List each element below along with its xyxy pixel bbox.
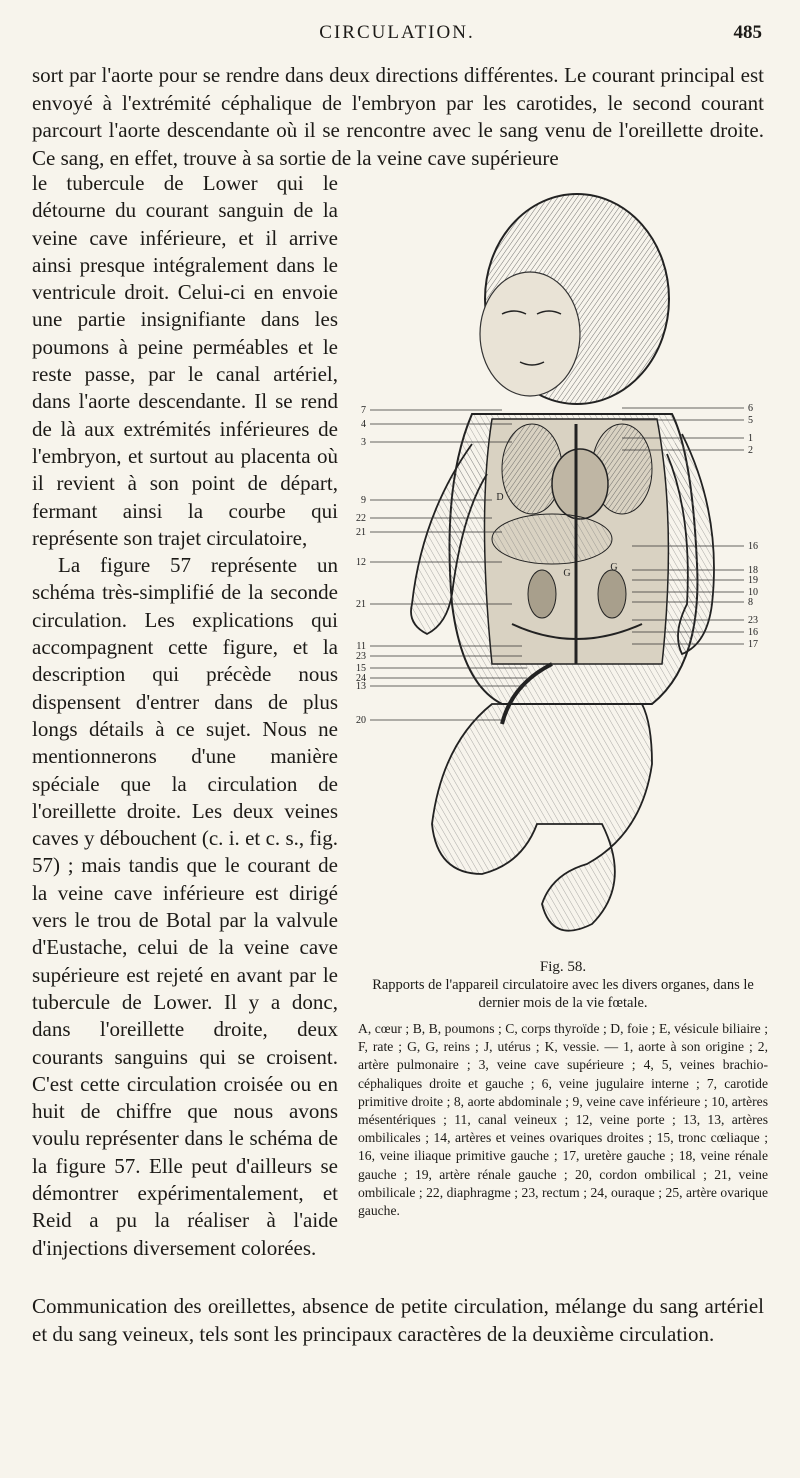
figure-label: 7 [361, 405, 366, 416]
heart [552, 449, 608, 519]
figure-label: 23 [356, 651, 366, 662]
fetus-face [480, 272, 580, 396]
figure-label: 1 [748, 433, 753, 444]
figure-caption [358, 958, 768, 1220]
figure-label: D [496, 492, 504, 503]
legs [432, 704, 652, 931]
figure-description: Rapports de l'appareil circulatoire avec les divers organes, dans le dernier mois de la vie fœtale. [372, 977, 754, 1011]
left-column [32, 170, 338, 1262]
figure-label: G [563, 568, 571, 579]
figure-label: 13 [356, 681, 366, 692]
column-paragraph-2: La figure 57 représente un schéma très-simplifié de la seconde circulation. Les explications qui accompagnent cette figure, et la description qui précède nous dispensent d'entrer dans de plus longs détails à ce sujet. Nous ne mentionnerons d'une manière spéciale que la circulation de l'oreillette droite. Les deux veines caves y débouchent (c. i. et c. s., fig. 57) ; mais tandis que le courant de la veine cave inférieure est dirigé vers le trou de Botal par la valvule d'Eustache, celui de la veine cave supérieure est rejeté en avant par le tubercule de Lower. Il y a donc, dans l'oreillette droite, deux courants sanguins qui se croisent. C'est cette circulation croisée ou en huit de chiffre que nous avons voulu représenter dans le schéma de la figure 57. Elle peut d'ailleurs se démontrer expérimentalement, et Reid a pu la réaliser à l'aide d'injections diversement colorées. [32, 553, 338, 1260]
figure-label: 3 [361, 437, 366, 448]
liver [492, 514, 612, 564]
figure-label: 22 [356, 513, 366, 524]
figure-label: 9 [361, 495, 366, 506]
page-number: 485 [733, 22, 762, 43]
figure-label: 15 [356, 663, 366, 674]
figure-label: 6 [748, 403, 753, 414]
fetus-illustration-svg [352, 184, 768, 954]
figure-label: 2 [748, 445, 753, 456]
figure-label: 21 [356, 527, 366, 538]
figure-label: 20 [356, 715, 366, 726]
figure-title: Fig. 58. [539, 959, 587, 975]
figure-label: 4 [361, 419, 366, 430]
figure-label: 11 [356, 641, 366, 652]
figure-legend: A, cœur ; B, B, poumons ; C, corps thyroïde ; D, foie ; E, vésicule biliaire ; F, rate ; G, G, reins ; J, utérus ; K, vessie. — 1, aorte à son origine ; 2, artère pulmonaire ; 3, veine cave supérieure ; 4, 5, veines brachio-céphaliques droite et gauche ; 6, veine jugulaire interne ; 7, carotide primitive droite ; 8, aorte abdominale ; 9, veine cave inférieure ; 10, artères mésentériques ; 11, canal veineux ; 12, veine porte ; 13, 13, artères ombilicales ; 14, artères et veines ovariques droites ; 15, tronc cœliaque ; 16, veine iliaque primitive gauche ; 17, uretère gauche ; 18, veine rénale gauche ; 19, artère rénale gauche ; 20, cordon ombilical ; 21, veine ombilicale ; 22, diaphragme ; 23, rectum ; 24, ouraque ; 25, artère ovarique gauche. [358, 1021, 768, 1219]
figure-label: 10 [748, 587, 758, 598]
figure-label: 21 [356, 599, 366, 610]
figure-label: 17 [748, 639, 758, 650]
figure-label: 19 [748, 575, 758, 586]
column-paragraph-1: le tubercule de Lower qui le détourne du courant sanguin de la veine cave inférieure, et il arrive ainsi presque intégralement dans le ventricule droit. Celui-ci en envoie une partie insignifiante dans les poumons à peine perméables et le reste passe, par le canal artériel, dans l'aorte descendante. Il se rend de là aux extrémités inférieures de l'embryon, et surtout au placenta où il revient à son point de départ, fermant ainsi la courbe qui représente son trajet circulatoire, [32, 171, 338, 550]
running-title: CIRCULATION. [319, 22, 475, 43]
fetus-circulation-illustration [352, 184, 768, 954]
figure-labels-left [356, 405, 366, 726]
page-header [32, 22, 762, 48]
figure-label: 16 [748, 541, 758, 552]
figure-label: 23 [748, 615, 758, 626]
bottom-paragraph: Communication des oreillettes, absence de petite circulation, mélange du sang artériel et du sang veineux, tels sont les principaux caractères de la deuxième circulation. [32, 1294, 764, 1346]
figure-label: 16 [748, 627, 758, 638]
lungs [502, 424, 562, 514]
kidney-left [528, 570, 556, 618]
figure-label: 5 [748, 415, 753, 426]
figure-label: 12 [356, 557, 366, 568]
figure-label: 8 [748, 597, 753, 608]
figure-label: 18 [748, 565, 758, 576]
figure-label: G [610, 562, 618, 573]
figure-labels-right [748, 403, 758, 650]
figure-label: 24 [356, 673, 366, 684]
top-paragraph: sort par l'aorte pour se rendre dans deux directions différentes. Le courant principal est envoyé à l'extrémité céphalique de l'embryon par les carotides, le second courant parcourt l'aorte descendante où il se rencontre avec le sang venu de l'oreillette droite. Ce sang, en effet, trouve à sa sortie de la veine cave supérieure [32, 63, 764, 170]
kidney-right [598, 570, 626, 618]
